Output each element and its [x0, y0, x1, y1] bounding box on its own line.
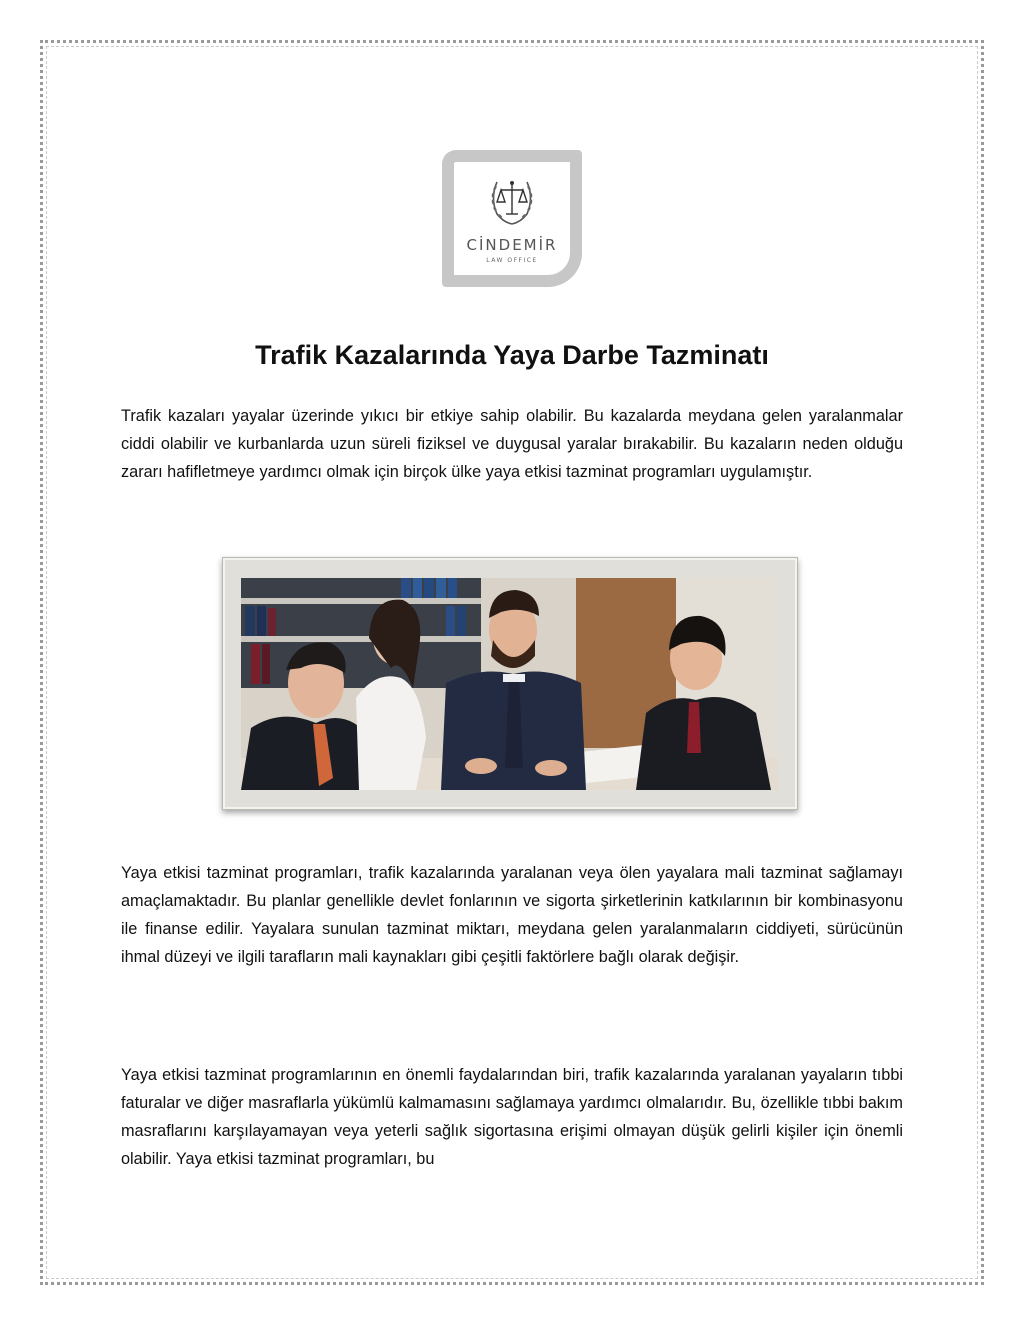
photo-illustration — [241, 578, 778, 790]
photo-frame — [222, 557, 798, 810]
article-paragraph-3: Yaya etkisi tazminat programlarının en önemli faydalarından biri, trafik kazalarında yaralanan yayaların tıbbi faturalar ve diğer masraflarla yükümlü kalmamasını sağlamaya yardımcı olmalarıdır. Bu, özellikle tıbbi bakım masraflarını karşılayamayan veya yeterli sağlık sigortasına erişimi olmayan düşük gelirli kişiler için önemli olabilir. Yaya etkisi tazminat programları, bu — [121, 1066, 903, 1168]
logo-name: CİNDEMİR — [466, 236, 558, 254]
article-paragraph-2: Yaya etkisi tazminat programları, trafik kazalarında yaralanan veya ölen yayalara mali tazminat sağlamayı amaçlamaktadır. Bu planlar genellikle devlet fonlarının ve sigorta şirketlerinin katkılarının bir kombinasyonu ile finanse edilir. Yayalara sunulan tazminat miktarı, meydana gelen yaralanmaların ciddiyeti, sürücünün ihmal düzeyi ve ilgili tarafların mali kaynakları gibi çeşitli faktörlere bağlı olarak değişir. — [121, 864, 903, 966]
lawyers-team-photo — [241, 578, 778, 790]
article-title: Trafik Kazalarında Yaya Darbe Tazminatı — [255, 340, 769, 370]
article-paragraph-1: Trafik kazaları yayalar üzerinde yıkıcı bir etkiye sahip olabilir. Bu kazalarda meydana gelen yaralanmalar ciddi olabilir ve kurbanlarda uzun süreli fiziksel ve duygusal yaralar bırakabilir. Bu kazaların neden olduğu zararı hafifletmeye yardımcı olmak için birçok ülke yaya etkisi tazminat programları uygulamıştır. — [121, 407, 903, 481]
logo-subtitle: LAW OFFICE — [486, 257, 538, 264]
law-office-logo — [442, 150, 582, 287]
scales-of-justice-icon — [487, 172, 537, 230]
logo-content — [454, 162, 570, 275]
